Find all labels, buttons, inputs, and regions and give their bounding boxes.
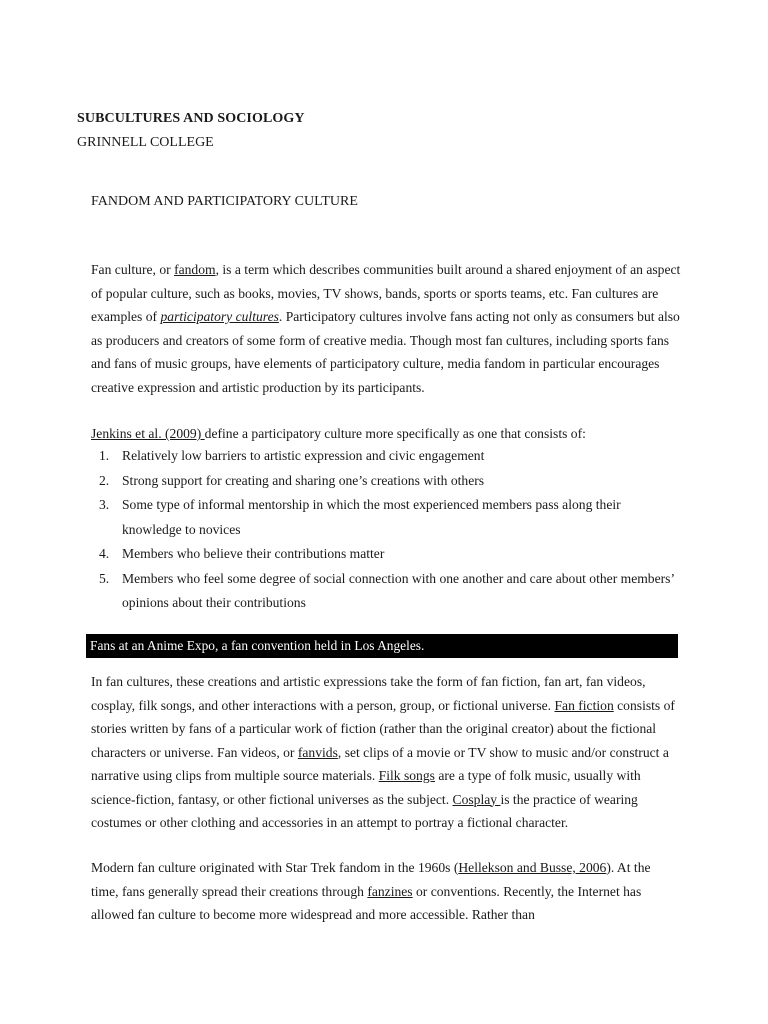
list-number: 5.: [99, 570, 110, 586]
text-run: are a type of folk music, usually with science-fiction, fantasy, or other fictional universes as the subject.: [91, 768, 641, 807]
cosplay-link[interactable]: Cosplay: [452, 791, 501, 807]
text-run: Modern fan culture originated with Star Trek fandom in the 1960s (: [91, 860, 459, 875]
filk-songs-link[interactable]: Filk songs: [378, 768, 435, 783]
list-item: [91, 493, 683, 542]
fan-fiction-link[interactable]: Fan fiction: [554, 697, 614, 713]
college-name: GRINNELL COLLEGE: [77, 135, 214, 150]
list-item: [91, 469, 683, 494]
list-number: 3.: [99, 497, 110, 512]
list-item: [91, 567, 683, 616]
intro-paragraph: [91, 258, 681, 399]
list-item: [91, 444, 683, 469]
list-number: 4.: [99, 546, 110, 561]
fan-creations-paragraph: [91, 670, 681, 835]
definition-paragraph: [91, 422, 681, 446]
text-run: . Participatory cultures involve fans acting not only as consumers but also as producers and creators of some form of creative media. Though most fan cultures, including sports fans and fans of music groups, have elements of participatory culture, media fandom in particular encourages creative expression and artistic production by its participants.: [91, 309, 680, 395]
list-item-text: Members who believe their contributions matter: [122, 546, 385, 561]
fanzines-link[interactable]: fanzines: [367, 883, 413, 899]
image-caption: Fans at an Anime Expo, a fan convention held in Los Angeles.: [86, 634, 678, 658]
list-number: 1.: [99, 448, 110, 463]
text-run: In fan cultures, these creations and artistic expressions take the form of fan fiction, fan art, fan videos, cosplay, filk songs, and other interactions with a person, group, or fictional universe.: [91, 674, 646, 713]
text-run: or conventions. Recently, the Internet has allowed fan culture to become more widespread and more accessible. Rather than: [91, 883, 642, 922]
text-run: , is a term which describes communities built around a shared enjoyment of an aspect of popular culture, such as books, movies, TV shows, bands, sports or sports teams, etc. Fan cultures are examples of: [91, 262, 681, 324]
text-run: , set clips of a movie or TV show to music and/or construct a narrative using clips from multiple source materials.: [91, 744, 669, 783]
participatory-culture-list: [91, 444, 683, 616]
history-paragraph: [91, 856, 681, 927]
list-item-text: Relatively low barriers to artistic expression and civic engagement: [122, 448, 485, 463]
list-item-text: Strong support for creating and sharing one’s creations with others: [122, 472, 485, 488]
list-item-text: Members who feel some degree of social connection with one another and care about other members’ opinions about their contributions: [122, 570, 674, 610]
text-run: consists of stories written by fans of a particular work of fiction (rather than the original creator) about the fictional characters or universe. Fan videos, or: [91, 697, 675, 760]
text-run: define a participatory culture more specifically as one that consists of:: [204, 426, 586, 441]
list-number: 2.: [99, 472, 110, 488]
list-item-text: Some type of informal mentorship in which the most experienced members pass along their knowledge to novices: [122, 497, 621, 537]
text-run: is the practice of wearing costumes or other clothing and accessories in an attempt to portray a fictional character.: [91, 791, 638, 830]
text-run: Fan culture, or: [91, 262, 175, 277]
hellekson-citation-link[interactable]: Hellekson and Busse, 2006: [458, 860, 607, 875]
participatory-cultures-link[interactable]: participatory cultures: [160, 309, 279, 324]
course-title: SUBCULTURES AND SOCIOLOGY: [77, 111, 305, 126]
fanvids-link[interactable]: fanvids: [297, 744, 338, 760]
jenkins-citation-link[interactable]: Jenkins et al. (2009): [91, 426, 205, 441]
fandom-link[interactable]: fandom: [174, 262, 216, 277]
list-item: [91, 542, 683, 567]
text-run: ). At the time, fans generally spread their creations through: [91, 860, 651, 899]
section-heading: FANDOM AND PARTICIPATORY CULTURE: [91, 194, 358, 209]
